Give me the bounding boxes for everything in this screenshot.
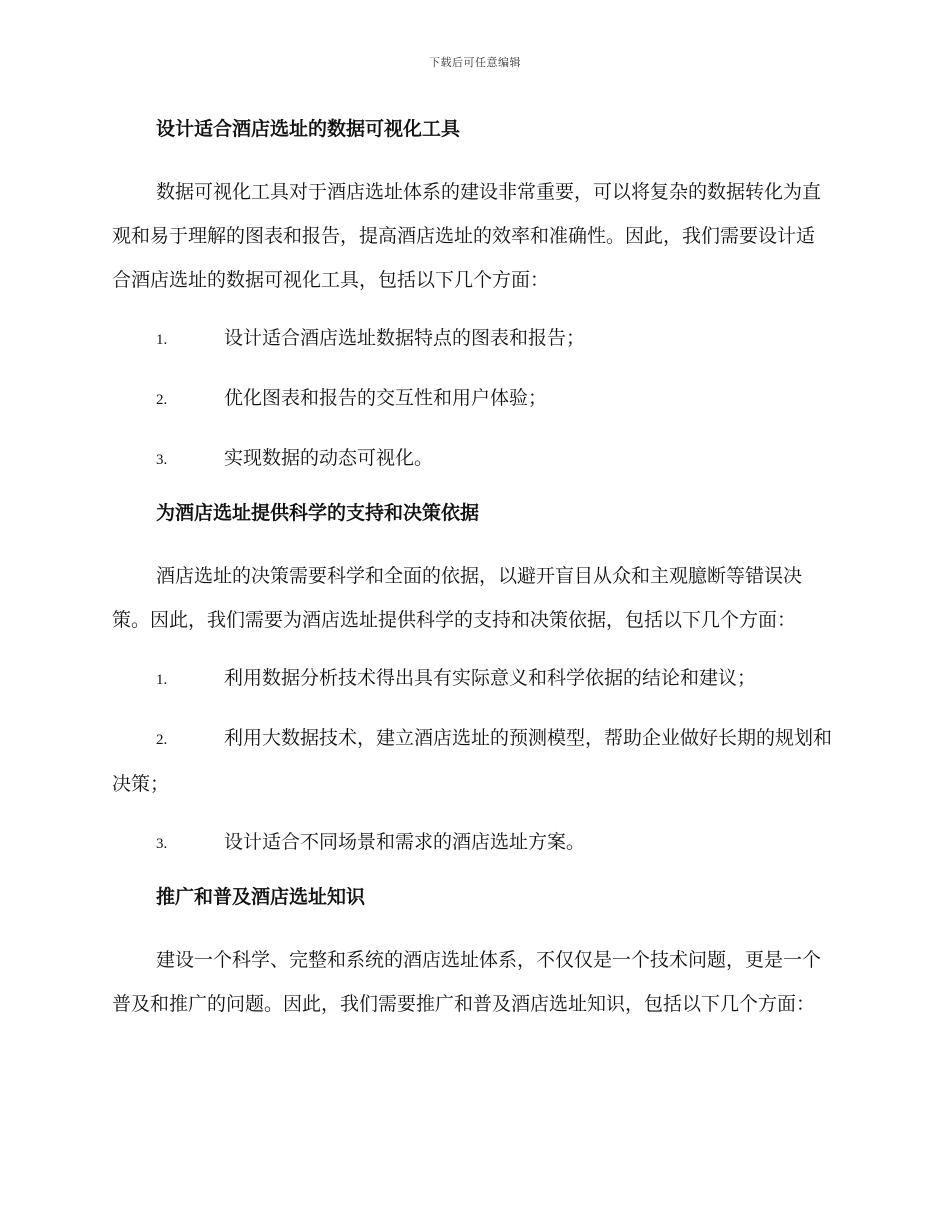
list-item-number: 3. — [156, 452, 168, 468]
list-item — [112, 820, 832, 866]
list-item-text: 利用数据分析技术得出具有实际意义和科学依据的结论和建议； — [224, 667, 757, 689]
list-item — [112, 716, 832, 806]
section-paragraph: 建设一个科学、完整和系统的酒店选址体系，不仅仅是一个技术问题，更是一个普及和推广的问题。因此，我们需要推广和普及酒店选址知识，包括以下几个方面： — [112, 949, 822, 1015]
document-body — [112, 112, 832, 1040]
section-paragraph: 酒店选址的决策需要科学和全面的依据，以避开盲目从众和主观臆断等错误决策。因此，我们需要为酒店选址提供科学的支持和决策依据，包括以下几个方面： — [112, 565, 803, 631]
list-item-text: 利用大数据技术，建立酒店选址的预测模型，帮助企业做好长期的规划和决策； — [112, 727, 833, 795]
list-item-number: 1. — [156, 332, 168, 348]
section-heading: 设计适合酒店选址的数据可视化工具 — [156, 118, 461, 140]
list-item-text: 设计适合酒店选址数据特点的图表和报告； — [224, 327, 586, 349]
list-item — [112, 436, 832, 482]
list-item — [112, 316, 832, 362]
list-item-text: 设计适合不同场景和需求的酒店选址方案。 — [224, 831, 586, 853]
list-item-number: 2. — [156, 732, 168, 748]
list-item — [112, 656, 832, 702]
section-paragraph: 数据可视化工具对于酒店选址体系的建设非常重要，可以将复杂的数据转化为直观和易于理解的图表和报告，提高酒店选址的效率和准确性。因此，我们需要设计适合酒店选址的数据可视化工具，包括以下几个方面： — [112, 181, 822, 291]
list-item — [112, 376, 832, 422]
list-item-text: 优化图表和报告的交互性和用户体验； — [224, 387, 548, 409]
header-note: 下载后可任意编辑 — [429, 56, 521, 69]
list-item-number: 1. — [156, 672, 168, 688]
section-heading: 为酒店选址提供科学的支持和决策依据 — [156, 502, 480, 524]
list-item-number: 2. — [156, 392, 168, 408]
list-item-number: 3. — [156, 836, 168, 852]
list-item-text: 实现数据的动态可视化。 — [224, 447, 434, 469]
section-heading: 推广和普及酒店选址知识 — [156, 886, 366, 908]
